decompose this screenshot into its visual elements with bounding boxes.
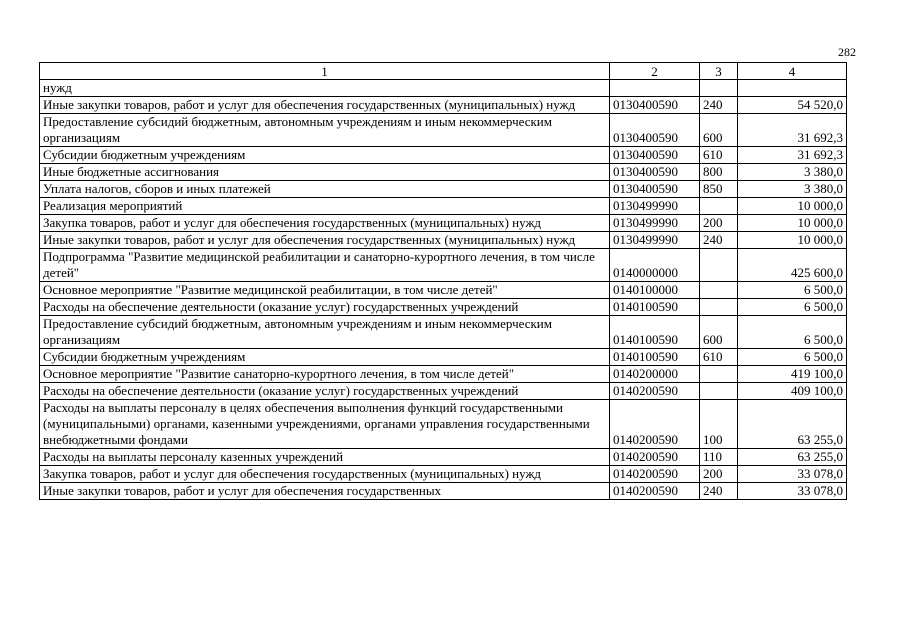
page-number: 282 [838, 45, 856, 59]
table-row [40, 80, 847, 97]
table-header [40, 63, 847, 80]
row-name: Иные закупки товаров, работ и услуг для обеспечения государственных (муниципальных) нужд [40, 232, 610, 249]
row-name: нужд [40, 80, 610, 97]
row-type [700, 80, 738, 97]
row-type: 600 [700, 316, 738, 349]
row-name: Реализация мероприятий [40, 198, 610, 215]
row-name: Расходы на выплаты персоналу казенных учреждений [40, 449, 610, 466]
row-sum: 33 078,0 [738, 483, 847, 500]
row-sum: 31 692,3 [738, 147, 847, 164]
table-row [40, 383, 847, 400]
header-col-code: 2 [610, 63, 700, 80]
row-code: 0130499990 [610, 198, 700, 215]
row-type: 850 [700, 181, 738, 198]
row-type [700, 366, 738, 383]
row-type [700, 383, 738, 400]
row-type [700, 299, 738, 316]
row-code: 0140100000 [610, 282, 700, 299]
row-sum: 6 500,0 [738, 282, 847, 299]
row-type: 240 [700, 232, 738, 249]
row-sum: 425 600,0 [738, 249, 847, 282]
table-body [40, 80, 847, 500]
header-col-type: 3 [700, 63, 738, 80]
row-sum: 6 500,0 [738, 316, 847, 349]
table-row [40, 349, 847, 366]
table-row [40, 466, 847, 483]
table-row [40, 147, 847, 164]
row-code: 0140200590 [610, 383, 700, 400]
row-name: Иные закупки товаров, работ и услуг для обеспечения государственных (муниципальных) нужд [40, 97, 610, 114]
row-type: 240 [700, 483, 738, 500]
row-code: 0130400590 [610, 147, 700, 164]
row-type: 800 [700, 164, 738, 181]
row-name: Закупка товаров, работ и услуг для обеспечения государственных (муниципальных) нужд [40, 215, 610, 232]
row-type [700, 249, 738, 282]
row-type: 200 [700, 466, 738, 483]
row-name: Закупка товаров, работ и услуг для обеспечения государственных (муниципальных) нужд [40, 466, 610, 483]
table-row [40, 282, 847, 299]
row-sum: 63 255,0 [738, 449, 847, 466]
header-row [40, 63, 847, 80]
row-name: Уплата налогов, сборов и иных платежей [40, 181, 610, 198]
table-row [40, 164, 847, 181]
row-name: Субсидии бюджетным учреждениям [40, 349, 610, 366]
row-code: 0140100590 [610, 299, 700, 316]
row-code: 0140200590 [610, 449, 700, 466]
row-type: 100 [700, 400, 738, 449]
table-row [40, 483, 847, 500]
row-code: 0140200590 [610, 466, 700, 483]
row-name: Основное мероприятие "Развитие медицинской реабилитации, в том числе детей" [40, 282, 610, 299]
row-sum: 3 380,0 [738, 164, 847, 181]
table-row [40, 215, 847, 232]
row-code: 0130400590 [610, 164, 700, 181]
row-code: 0140200590 [610, 483, 700, 500]
table-row [40, 366, 847, 383]
row-code: 0130499990 [610, 215, 700, 232]
row-sum [738, 80, 847, 97]
row-code: 0140000000 [610, 249, 700, 282]
header-col-name: 1 [40, 63, 610, 80]
row-sum: 63 255,0 [738, 400, 847, 449]
row-type [700, 198, 738, 215]
table-row [40, 97, 847, 114]
row-type [700, 282, 738, 299]
row-name: Иные бюджетные ассигнования [40, 164, 610, 181]
row-code: 0140100590 [610, 316, 700, 349]
row-type: 200 [700, 215, 738, 232]
budget-table [39, 62, 847, 500]
row-sum: 409 100,0 [738, 383, 847, 400]
row-code: 0140200590 [610, 400, 700, 449]
row-code: 0130400590 [610, 97, 700, 114]
row-code [610, 80, 700, 97]
row-name: Субсидии бюджетным учреждениям [40, 147, 610, 164]
row-name: Расходы на обеспечение деятельности (оказание услуг) государственных учреждений [40, 383, 610, 400]
row-sum: 10 000,0 [738, 215, 847, 232]
row-name: Основное мероприятие "Развитие санаторно-курортного лечения, в том числе детей" [40, 366, 610, 383]
table-row [40, 449, 847, 466]
row-code: 0130400590 [610, 114, 700, 147]
row-code: 0140200000 [610, 366, 700, 383]
row-name: Подпрограмма "Развитие медицинской реабилитации и санаторно-курортного лечения, в том числе детей" [40, 249, 610, 282]
row-code: 0140100590 [610, 349, 700, 366]
table-row [40, 249, 847, 282]
table-row [40, 232, 847, 249]
row-sum: 3 380,0 [738, 181, 847, 198]
row-name: Иные закупки товаров, работ и услуг для обеспечения государственных [40, 483, 610, 500]
row-sum: 54 520,0 [738, 97, 847, 114]
row-type: 610 [700, 147, 738, 164]
row-sum: 419 100,0 [738, 366, 847, 383]
table-row [40, 181, 847, 198]
table-row [40, 400, 847, 449]
table-row [40, 316, 847, 349]
row-name: Предоставление субсидий бюджетным, автономным учреждениям и иным некоммерческим организациям [40, 114, 610, 147]
row-sum: 33 078,0 [738, 466, 847, 483]
row-type: 240 [700, 97, 738, 114]
row-sum: 10 000,0 [738, 198, 847, 215]
table-row [40, 299, 847, 316]
row-sum: 10 000,0 [738, 232, 847, 249]
table-row [40, 198, 847, 215]
row-sum: 6 500,0 [738, 349, 847, 366]
table-row [40, 114, 847, 147]
row-type: 600 [700, 114, 738, 147]
row-name: Расходы на обеспечение деятельности (оказание услуг) государственных учреждений [40, 299, 610, 316]
row-code: 0130400590 [610, 181, 700, 198]
row-sum: 31 692,3 [738, 114, 847, 147]
row-name: Предоставление субсидий бюджетным, автономным учреждениям и иным некоммерческим организациям [40, 316, 610, 349]
row-name: Расходы на выплаты персоналу в целях обеспечения выполнения функций государственными (муниципальными) органами, казенными учреждениями, органами управления государственными внебюджетными фондами [40, 400, 610, 449]
row-sum: 6 500,0 [738, 299, 847, 316]
row-code: 0130499990 [610, 232, 700, 249]
row-type: 610 [700, 349, 738, 366]
row-type: 110 [700, 449, 738, 466]
header-col-sum: 4 [738, 63, 847, 80]
